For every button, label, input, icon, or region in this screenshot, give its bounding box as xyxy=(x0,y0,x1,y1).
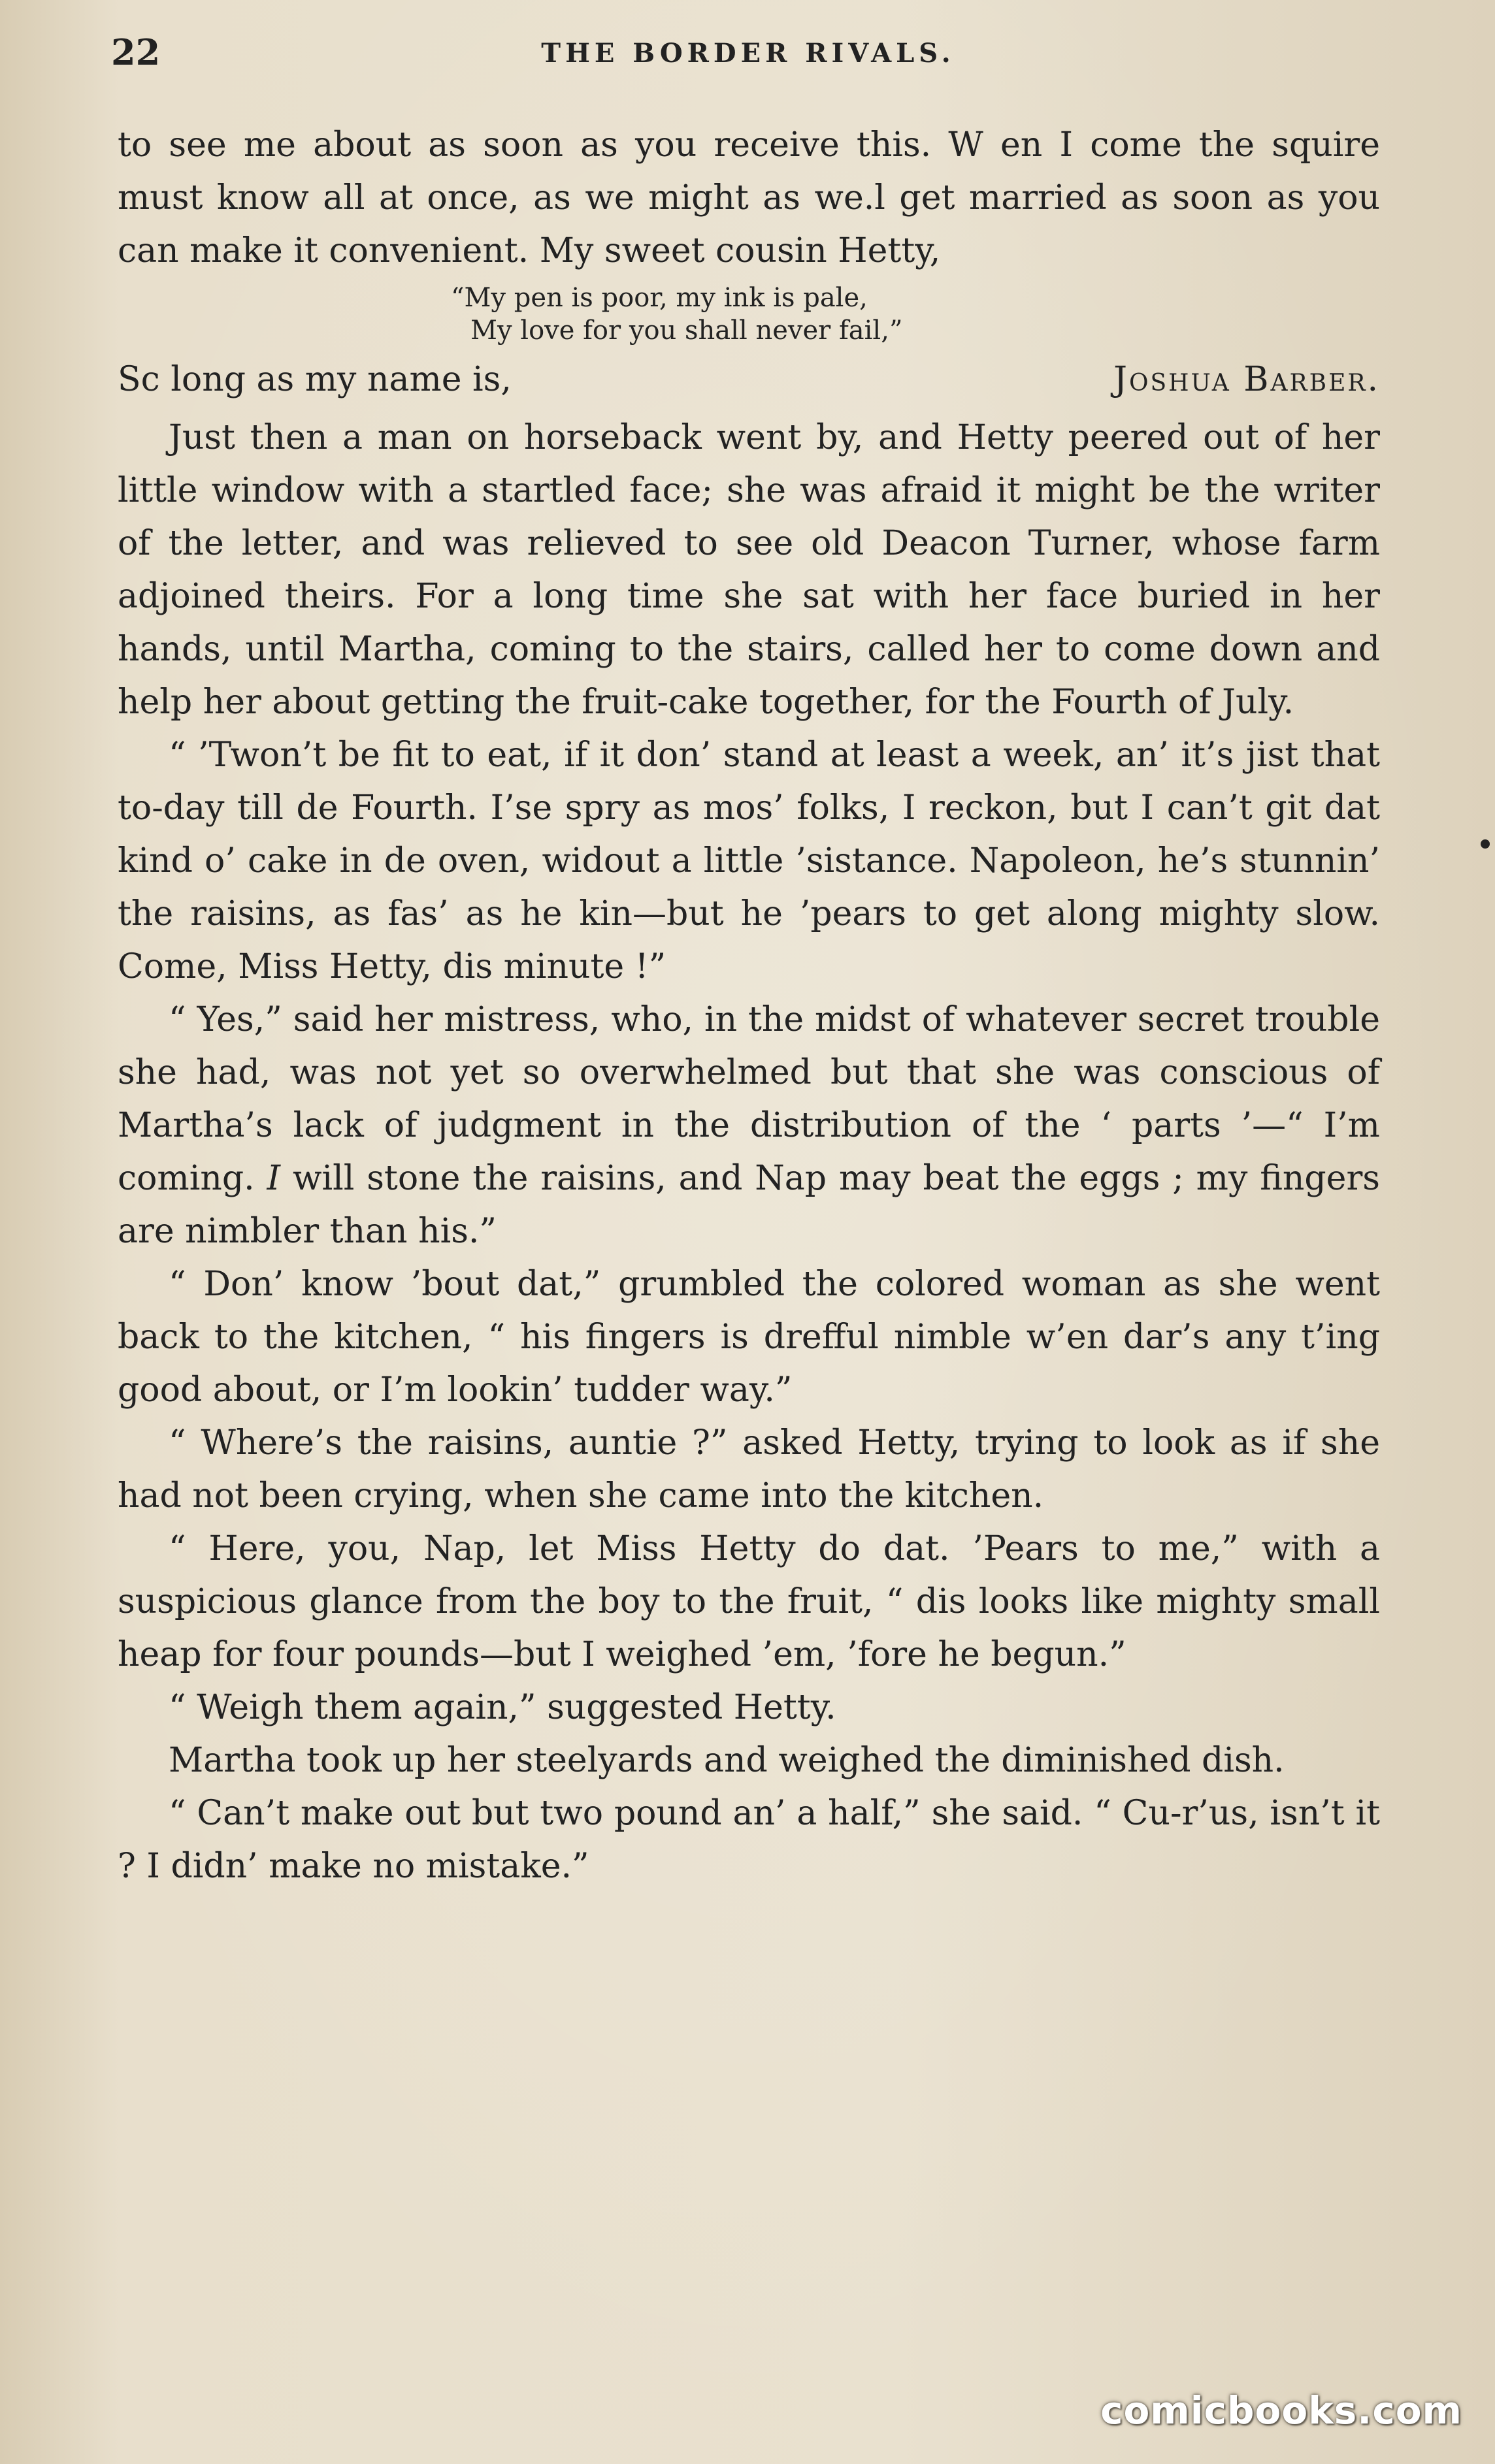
paragraph: “ Can’t make out but two pound an’ a half,” she said. “ Cu-r’us, isn’t it ? I didn’ make no mistake.” xyxy=(118,1794,1380,1886)
letter-closing xyxy=(118,353,1380,406)
page-number: 22 xyxy=(111,31,161,73)
paragraph-text: will stone the raisins, and Nap may beat the eggs ; my fingers are nimbler than his.” xyxy=(118,1159,1380,1251)
site-watermark: comicbooks.com xyxy=(1100,2388,1462,2433)
ink-dot xyxy=(1481,839,1490,849)
paragraph: “ ’Twon’t be fit to eat, if it don’ stand at least a week, an’ it’s jist that to-day till de Fourth. I’se spry as mos’ folks, I reckon, but I can’t git dat kind o’ cake in de oven, widout a little ’sistance. Napoleon, he’s stunnin’ the raisins, as fas’ as he kin—but he ’pears to get along mighty slow. Come, Miss Hetty, dis minute !” xyxy=(118,736,1380,986)
closing-line: Sc long as my name is, xyxy=(118,360,512,399)
letter-paragraph: to see me about as soon as you receive this. W en I come the squire must know all at once, as we might as we.l get married as soon as you can make it convenient. My sweet cousin Hetty, xyxy=(118,125,1380,270)
paragraph: “ Weigh them again,” suggested Hetty. xyxy=(169,1688,836,1727)
paragraph-text: “ Yes,” said her mistress, who, in the midst of whatever secret trouble she had, was not yet so overwhelmed but that she was conscious of Martha’s lack of judgment in the distribution of the ‘ parts ’—“ I’m coming. xyxy=(118,1000,1380,1198)
letter-poem xyxy=(451,282,1380,347)
letter-signature: Joshua Barber. xyxy=(1113,360,1380,399)
running-head: THE BORDER RIVALS. xyxy=(541,38,955,69)
paragraph: “ Don’ know ’bout dat,” grumbled the colored woman as she went back to the kitchen, “ his fingers is drefful nimble w’en dar’s any t’ing good about, or I’m lookin’ tudder way.” xyxy=(118,1265,1380,1410)
paragraph: Martha took up her steelyards and weighed the diminished dish. xyxy=(169,1741,1285,1780)
poem-line: “My pen is poor, my ink is pale, xyxy=(451,283,868,313)
paragraph: Just then a man on horseback went by, and Hetty peered out of her little window with a startled face; she was afraid it might be the writer of the letter, and was relieved to see old Deacon Turner, whose farm adjoined theirs. For a long time she sat with her face buried in her hands, until Martha, coming to the stairs, called her to come down and help her about getting the fruit-cake together, for the Fourth of July. xyxy=(118,418,1380,722)
paragraph: “ Here, you, Nap, let Miss Hetty do dat. ’Pears to me,” with a suspicious glance from the boy to the fruit, “ dis looks like mighty small heap for four pounds—but I weighed ’em, ’fore he begun.” xyxy=(118,1529,1380,1674)
poem-line: My love for you shall never fail,” xyxy=(470,316,903,346)
italic-emphasis: I xyxy=(267,1159,281,1198)
paragraph: “ Where’s the raisins, auntie ?” asked Hetty, trying to look as if she had not been crying, when she came into the kitchen. xyxy=(118,1423,1380,1516)
paragraph xyxy=(118,994,1380,1258)
body-text xyxy=(118,119,1380,1893)
page-header xyxy=(111,31,1385,84)
